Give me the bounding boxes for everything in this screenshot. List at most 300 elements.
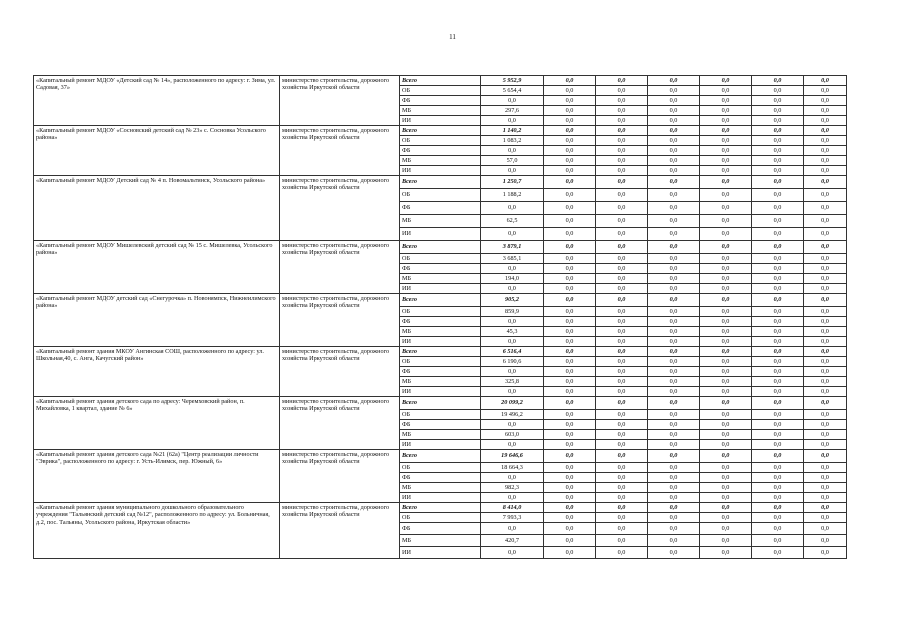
- funding-source-label: ИИ: [400, 337, 481, 347]
- amount-year-cell: 0,0: [804, 215, 847, 228]
- amount-year-cell: 0,0: [544, 337, 596, 347]
- amount-year-cell: 0,0: [596, 420, 648, 430]
- amount-year-cell: 0,0: [804, 274, 847, 284]
- amount-year-cell: 0,0: [596, 228, 648, 241]
- page-number: 11: [449, 33, 456, 41]
- funding-source-label: ОБ: [400, 136, 481, 146]
- amount-year-cell: 0,0: [544, 493, 596, 503]
- funding-source-label: МБ: [400, 377, 481, 387]
- amount-year-cell: 0,0: [544, 473, 596, 483]
- project-name: «Капитальный ремонт МДОУ детский сад «Снегурочка» п. Новонямпск, Нижнеилимского района»: [34, 294, 280, 347]
- amount-year-cell: 0,0: [544, 420, 596, 430]
- amount-year-cell: 0,0: [752, 483, 804, 493]
- amount-year-cell: 0,0: [544, 440, 596, 450]
- amount-year-cell: 0,0: [596, 397, 648, 410]
- amount-year-cell: 0,0: [804, 307, 847, 317]
- amount-year-cell: 0,0: [544, 116, 596, 126]
- amount-year-cell: 0,0: [752, 215, 804, 228]
- amount-year-cell: 0,0: [596, 189, 648, 202]
- funding-source-label: ИИ: [400, 387, 481, 397]
- amount-year-cell: 0,0: [804, 189, 847, 202]
- amount-year-cell: 0,0: [752, 317, 804, 327]
- amount-year-cell: 0,0: [700, 116, 752, 126]
- amount-year-cell: 0,0: [544, 76, 596, 86]
- amount-year-cell: 0,0: [596, 136, 648, 146]
- amount-year-cell: 0,0: [544, 146, 596, 156]
- amount-year-cell: 0,0: [596, 264, 648, 274]
- amount-year-cell: 0,0: [804, 377, 847, 387]
- project-total-row: [34, 294, 847, 307]
- amount-year-cell: 0,0: [596, 274, 648, 284]
- funding-source-label: ИИ: [400, 116, 481, 126]
- amount-year-cell: 0,0: [752, 387, 804, 397]
- amount-year-cell: 0,0: [544, 156, 596, 166]
- amount-year-cell: 0,0: [804, 547, 847, 559]
- amount-year-cell: 0,0: [648, 420, 700, 430]
- amount-year-cell: 0,0: [752, 473, 804, 483]
- amount-year-cell: 0,0: [752, 513, 804, 523]
- amount-year-cell: 0,0: [648, 367, 700, 377]
- funding-source-label: МБ: [400, 535, 481, 547]
- funding-source-label: ФБ: [400, 420, 481, 430]
- amount-year-cell: 0,0: [700, 397, 752, 410]
- amount-year-cell: 0,0: [752, 254, 804, 264]
- amount-year-cell: 0,0: [804, 264, 847, 274]
- amount-year-cell: 0,0: [544, 86, 596, 96]
- amount-year-cell: 0,0: [752, 126, 804, 136]
- amount-year-cell: 0,0: [752, 146, 804, 156]
- amount-year-cell: 0,0: [804, 116, 847, 126]
- amount-year-cell: 0,0: [648, 387, 700, 397]
- project-executor: министерство строительства, дорожного хозяйства Иркутской области: [280, 241, 400, 294]
- amount-year-cell: 0,0: [804, 430, 847, 440]
- funding-source-label: МБ: [400, 106, 481, 116]
- amount-year-cell: 0,0: [752, 307, 804, 317]
- amount-year-cell: 0,0: [596, 96, 648, 106]
- amount-year-cell: 0,0: [648, 215, 700, 228]
- amount-year-cell: 0,0: [700, 483, 752, 493]
- amount-year-cell: 0,0: [648, 463, 700, 473]
- amount-year-cell: 0,0: [544, 347, 596, 357]
- amount-year-cell: 0,0: [544, 535, 596, 547]
- amount-year-cell: 0,0: [596, 176, 648, 189]
- funding-source-label: ИИ: [400, 228, 481, 241]
- amount-year-cell: 0,0: [544, 367, 596, 377]
- amount-year-cell: 0,0: [596, 116, 648, 126]
- project-name: «Капитальный ремонт МДОУ Детский сад № 4 п. Новомальтинск, Усольского района»: [34, 176, 280, 241]
- amount-year-cell: 0,0: [648, 397, 700, 410]
- amount-year-cell: 0,0: [700, 317, 752, 327]
- amount-year-cell: 0,0: [752, 535, 804, 547]
- amount-year-cell: 0,0: [700, 228, 752, 241]
- amount-year-cell: 0,0: [544, 126, 596, 136]
- amount-year-cell: 0,0: [544, 513, 596, 523]
- amount-year-cell: 0,0: [648, 189, 700, 202]
- amount-year-cell: 0,0: [596, 294, 648, 307]
- amount-total-cell: 1 250,7: [481, 176, 544, 189]
- amount-year-cell: 0,0: [648, 274, 700, 284]
- funding-source-label: ФБ: [400, 473, 481, 483]
- amount-year-cell: 0,0: [700, 440, 752, 450]
- amount-year-cell: 0,0: [648, 357, 700, 367]
- funding-source-label: ОБ: [400, 189, 481, 202]
- amount-year-cell: 0,0: [700, 189, 752, 202]
- amount-year-cell: 0,0: [596, 254, 648, 264]
- amount-year-cell: 0,0: [804, 337, 847, 347]
- project-executor: министерство строительства, дорожного хозяйства Иркутской области: [280, 397, 400, 450]
- amount-year-cell: 0,0: [804, 228, 847, 241]
- amount-year-cell: 0,0: [700, 241, 752, 254]
- amount-year-cell: 0,0: [804, 513, 847, 523]
- amount-year-cell: 0,0: [544, 274, 596, 284]
- amount-year-cell: 0,0: [804, 166, 847, 176]
- amount-year-cell: 0,0: [596, 483, 648, 493]
- funding-source-label: МБ: [400, 156, 481, 166]
- amount-year-cell: 0,0: [544, 483, 596, 493]
- amount-year-cell: 0,0: [596, 146, 648, 156]
- amount-year-cell: 0,0: [804, 76, 847, 86]
- amount-total-cell: 0,0: [481, 166, 544, 176]
- amount-year-cell: 0,0: [596, 156, 648, 166]
- amount-total-cell: 297,6: [481, 106, 544, 116]
- amount-year-cell: 0,0: [700, 126, 752, 136]
- amount-total-cell: 0,0: [481, 523, 544, 535]
- funding-source-label: Всего: [400, 126, 481, 136]
- amount-year-cell: 0,0: [648, 294, 700, 307]
- funding-source-label: МБ: [400, 215, 481, 228]
- amount-year-cell: 0,0: [752, 202, 804, 215]
- amount-total-cell: 0,0: [481, 367, 544, 377]
- amount-year-cell: 0,0: [648, 116, 700, 126]
- amount-total-cell: 0,0: [481, 420, 544, 430]
- amount-year-cell: 0,0: [648, 264, 700, 274]
- amount-year-cell: 0,0: [544, 410, 596, 420]
- funding-source-label: ФБ: [400, 202, 481, 215]
- amount-year-cell: 0,0: [700, 430, 752, 440]
- project-name: «Капитальный ремонт здания детского сада №21 (62а) "Центр реализации личности "Эврика", расположенного по адресу: г. Усть-Илимск, пер. Южный, 6»: [34, 450, 280, 503]
- amount-year-cell: 0,0: [700, 473, 752, 483]
- amount-year-cell: 0,0: [648, 410, 700, 420]
- amount-year-cell: 0,0: [544, 327, 596, 337]
- amount-year-cell: 0,0: [700, 96, 752, 106]
- amount-year-cell: 0,0: [700, 264, 752, 274]
- amount-year-cell: 0,0: [700, 136, 752, 146]
- amount-year-cell: 0,0: [544, 387, 596, 397]
- amount-year-cell: 0,0: [804, 156, 847, 166]
- amount-year-cell: 0,0: [648, 317, 700, 327]
- amount-year-cell: 0,0: [752, 241, 804, 254]
- amount-year-cell: 0,0: [804, 254, 847, 264]
- amount-year-cell: 0,0: [648, 440, 700, 450]
- amount-year-cell: 0,0: [700, 215, 752, 228]
- amount-year-cell: 0,0: [700, 503, 752, 513]
- project-total-row: [34, 450, 847, 463]
- amount-total-cell: 0,0: [481, 473, 544, 483]
- amount-year-cell: 0,0: [596, 367, 648, 377]
- amount-year-cell: 0,0: [596, 503, 648, 513]
- amount-year-cell: 0,0: [648, 493, 700, 503]
- amount-year-cell: 0,0: [596, 337, 648, 347]
- funding-source-label: ИИ: [400, 493, 481, 503]
- amount-total-cell: 0,0: [481, 284, 544, 294]
- funding-source-label: МБ: [400, 274, 481, 284]
- amount-year-cell: 0,0: [544, 547, 596, 559]
- amount-total-cell: 194,0: [481, 274, 544, 284]
- funding-source-label: ОБ: [400, 410, 481, 420]
- amount-year-cell: 0,0: [544, 166, 596, 176]
- amount-total-cell: 0,0: [481, 493, 544, 503]
- project-executor: министерство строительства, дорожного хозяйства Иркутской области: [280, 503, 400, 559]
- amount-year-cell: 0,0: [544, 503, 596, 513]
- funding-source-label: Всего: [400, 294, 481, 307]
- amount-year-cell: 0,0: [752, 106, 804, 116]
- project-name: «Капитальный ремонт МДОУ «Детский сад № 14», расположенного по адресу: г. Зима, ул. Садовая, 37»: [34, 76, 280, 126]
- amount-year-cell: 0,0: [700, 146, 752, 156]
- funding-source-label: ФБ: [400, 317, 481, 327]
- amount-total-cell: 859,9: [481, 307, 544, 317]
- amount-year-cell: 0,0: [804, 367, 847, 377]
- amount-year-cell: 0,0: [804, 535, 847, 547]
- amount-total-cell: 905,2: [481, 294, 544, 307]
- funding-source-label: МБ: [400, 327, 481, 337]
- funding-source-label: ФБ: [400, 367, 481, 377]
- amount-year-cell: 0,0: [700, 493, 752, 503]
- amount-year-cell: 0,0: [804, 327, 847, 337]
- amount-year-cell: 0,0: [804, 284, 847, 294]
- project-total-row: [34, 347, 847, 357]
- amount-year-cell: 0,0: [700, 535, 752, 547]
- amount-year-cell: 0,0: [544, 307, 596, 317]
- amount-total-cell: 19 496,2: [481, 410, 544, 420]
- amount-total-cell: 18 664,3: [481, 463, 544, 473]
- amount-year-cell: 0,0: [596, 513, 648, 523]
- amount-total-cell: 420,7: [481, 535, 544, 547]
- amount-year-cell: 0,0: [752, 136, 804, 146]
- amount-year-cell: 0,0: [700, 523, 752, 535]
- project-executor: министерство строительства, дорожного хозяйства Иркутской области: [280, 450, 400, 503]
- amount-year-cell: 0,0: [648, 254, 700, 264]
- amount-year-cell: 0,0: [648, 284, 700, 294]
- amount-total-cell: 6 516,4: [481, 347, 544, 357]
- amount-year-cell: 0,0: [596, 493, 648, 503]
- amount-year-cell: 0,0: [596, 284, 648, 294]
- budget-table: [33, 75, 847, 559]
- funding-source-label: ИИ: [400, 547, 481, 559]
- amount-year-cell: 0,0: [596, 440, 648, 450]
- amount-year-cell: 0,0: [648, 106, 700, 116]
- amount-total-cell: 0,0: [481, 440, 544, 450]
- amount-year-cell: 0,0: [648, 535, 700, 547]
- amount-total-cell: 0,0: [481, 228, 544, 241]
- amount-year-cell: 0,0: [648, 523, 700, 535]
- amount-year-cell: 0,0: [804, 106, 847, 116]
- amount-year-cell: 0,0: [544, 317, 596, 327]
- amount-year-cell: 0,0: [596, 450, 648, 463]
- project-total-row: [34, 76, 847, 86]
- amount-year-cell: 0,0: [804, 241, 847, 254]
- project-name: «Капитальный ремонт здания МКОУ Ангинская СОШ, расположенного по адресу: ул. Школьная,40, с. Анга, Качугский район»: [34, 347, 280, 397]
- project-total-row: [34, 397, 847, 410]
- amount-year-cell: 0,0: [700, 377, 752, 387]
- amount-year-cell: 0,0: [648, 347, 700, 357]
- amount-year-cell: 0,0: [752, 367, 804, 377]
- amount-year-cell: 0,0: [596, 430, 648, 440]
- amount-year-cell: 0,0: [752, 357, 804, 367]
- amount-year-cell: 0,0: [648, 503, 700, 513]
- amount-year-cell: 0,0: [752, 166, 804, 176]
- amount-year-cell: 0,0: [544, 397, 596, 410]
- amount-total-cell: 603,0: [481, 430, 544, 440]
- funding-source-label: МБ: [400, 483, 481, 493]
- amount-year-cell: 0,0: [752, 547, 804, 559]
- amount-year-cell: 0,0: [752, 377, 804, 387]
- amount-year-cell: 0,0: [648, 176, 700, 189]
- amount-year-cell: 0,0: [804, 420, 847, 430]
- amount-year-cell: 0,0: [596, 535, 648, 547]
- amount-total-cell: 57,0: [481, 156, 544, 166]
- amount-total-cell: 3 879,1: [481, 241, 544, 254]
- amount-year-cell: 0,0: [700, 202, 752, 215]
- amount-year-cell: 0,0: [700, 294, 752, 307]
- amount-year-cell: 0,0: [596, 76, 648, 86]
- amount-year-cell: 0,0: [804, 473, 847, 483]
- funding-source-label: ИИ: [400, 284, 481, 294]
- funding-source-label: МБ: [400, 430, 481, 440]
- amount-year-cell: 0,0: [804, 450, 847, 463]
- amount-year-cell: 0,0: [596, 86, 648, 96]
- amount-year-cell: 0,0: [544, 202, 596, 215]
- amount-year-cell: 0,0: [700, 513, 752, 523]
- funding-source-label: ОБ: [400, 86, 481, 96]
- amount-year-cell: 0,0: [648, 307, 700, 317]
- amount-year-cell: 0,0: [596, 523, 648, 535]
- amount-year-cell: 0,0: [596, 106, 648, 116]
- project-executor: министерство строительства, дорожного хозяйства Иркутской области: [280, 126, 400, 176]
- amount-year-cell: 0,0: [804, 410, 847, 420]
- amount-year-cell: 0,0: [700, 367, 752, 377]
- project-executor: министерство строительства, дорожного хозяйства Иркутской области: [280, 176, 400, 241]
- amount-year-cell: 0,0: [752, 327, 804, 337]
- amount-year-cell: 0,0: [804, 86, 847, 96]
- amount-year-cell: 0,0: [596, 473, 648, 483]
- amount-year-cell: 0,0: [648, 483, 700, 493]
- amount-year-cell: 0,0: [804, 357, 847, 367]
- amount-year-cell: 0,0: [544, 106, 596, 116]
- amount-total-cell: 19 646,6: [481, 450, 544, 463]
- amount-year-cell: 0,0: [752, 410, 804, 420]
- amount-year-cell: 0,0: [752, 284, 804, 294]
- amount-year-cell: 0,0: [752, 347, 804, 357]
- amount-year-cell: 0,0: [700, 410, 752, 420]
- amount-year-cell: 0,0: [752, 430, 804, 440]
- amount-year-cell: 0,0: [752, 156, 804, 166]
- funding-source-label: Всего: [400, 397, 481, 410]
- amount-year-cell: 0,0: [544, 463, 596, 473]
- amount-year-cell: 0,0: [596, 307, 648, 317]
- funding-source-label: ФБ: [400, 146, 481, 156]
- amount-year-cell: 0,0: [700, 327, 752, 337]
- amount-year-cell: 0,0: [596, 410, 648, 420]
- amount-year-cell: 0,0: [804, 136, 847, 146]
- amount-year-cell: 0,0: [596, 202, 648, 215]
- amount-year-cell: 0,0: [544, 189, 596, 202]
- amount-total-cell: 5 654,4: [481, 86, 544, 96]
- amount-year-cell: 0,0: [752, 450, 804, 463]
- amount-year-cell: 0,0: [804, 503, 847, 513]
- amount-year-cell: 0,0: [752, 294, 804, 307]
- funding-source-label: Всего: [400, 347, 481, 357]
- amount-year-cell: 0,0: [648, 96, 700, 106]
- amount-year-cell: 0,0: [544, 264, 596, 274]
- amount-year-cell: 0,0: [804, 493, 847, 503]
- amount-total-cell: 0,0: [481, 387, 544, 397]
- amount-year-cell: 0,0: [648, 156, 700, 166]
- amount-year-cell: 0,0: [648, 337, 700, 347]
- amount-year-cell: 0,0: [648, 241, 700, 254]
- amount-year-cell: 0,0: [752, 523, 804, 535]
- amount-year-cell: 0,0: [700, 176, 752, 189]
- amount-total-cell: 0,0: [481, 146, 544, 156]
- amount-year-cell: 0,0: [544, 357, 596, 367]
- amount-year-cell: 0,0: [544, 430, 596, 440]
- amount-total-cell: 20 099,2: [481, 397, 544, 410]
- amount-year-cell: 0,0: [544, 176, 596, 189]
- amount-year-cell: 0,0: [596, 387, 648, 397]
- amount-year-cell: 0,0: [752, 96, 804, 106]
- amount-year-cell: 0,0: [596, 126, 648, 136]
- amount-year-cell: 0,0: [700, 156, 752, 166]
- amount-year-cell: 0,0: [700, 274, 752, 284]
- amount-total-cell: 1 083,2: [481, 136, 544, 146]
- amount-year-cell: 0,0: [544, 96, 596, 106]
- amount-year-cell: 0,0: [648, 377, 700, 387]
- amount-year-cell: 0,0: [752, 76, 804, 86]
- funding-source-label: ФБ: [400, 96, 481, 106]
- amount-year-cell: 0,0: [648, 126, 700, 136]
- project-total-row: [34, 176, 847, 189]
- amount-year-cell: 0,0: [648, 473, 700, 483]
- amount-year-cell: 0,0: [700, 76, 752, 86]
- funding-source-label: ФБ: [400, 264, 481, 274]
- amount-year-cell: 0,0: [596, 377, 648, 387]
- amount-total-cell: 0,0: [481, 202, 544, 215]
- amount-total-cell: 6 190,6: [481, 357, 544, 367]
- amount-year-cell: 0,0: [648, 327, 700, 337]
- amount-year-cell: 0,0: [752, 274, 804, 284]
- table-body: [34, 76, 847, 559]
- project-name: «Капитальный ремонт здания муниципального дошкольного образовательного учреждения "Тальянский детский сад №12", расположенного по адресу: ул. Больничная, д.2, пос. Тальяны, Усольского района, Иркутская области»: [34, 503, 280, 559]
- amount-year-cell: 0,0: [700, 420, 752, 430]
- amount-year-cell: 0,0: [752, 189, 804, 202]
- amount-year-cell: 0,0: [544, 254, 596, 264]
- amount-year-cell: 0,0: [648, 166, 700, 176]
- amount-total-cell: 1 140,2: [481, 126, 544, 136]
- amount-year-cell: 0,0: [648, 513, 700, 523]
- amount-year-cell: 0,0: [596, 347, 648, 357]
- amount-year-cell: 0,0: [544, 284, 596, 294]
- amount-year-cell: 0,0: [544, 523, 596, 535]
- amount-total-cell: 45,3: [481, 327, 544, 337]
- funding-source-label: Всего: [400, 176, 481, 189]
- amount-year-cell: 0,0: [752, 493, 804, 503]
- funding-source-label: ФБ: [400, 523, 481, 535]
- amount-year-cell: 0,0: [544, 136, 596, 146]
- amount-total-cell: 0,0: [481, 264, 544, 274]
- amount-year-cell: 0,0: [648, 86, 700, 96]
- amount-total-cell: 0,0: [481, 547, 544, 559]
- amount-year-cell: 0,0: [700, 86, 752, 96]
- amount-year-cell: 0,0: [752, 503, 804, 513]
